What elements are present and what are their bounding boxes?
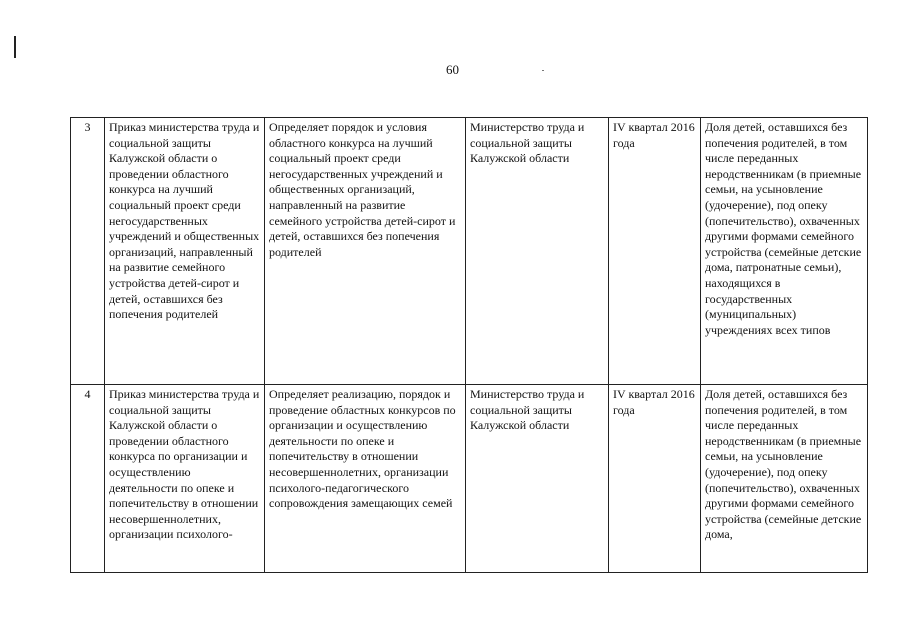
- description-cell: Определяет порядок и условия областного конкурса на лучший социальный проект среди негосударственных учреждений и общественных организаций, направленный на развитие семейного устройства детей-сирот и детей, оставшихся без попечения родителей: [265, 118, 466, 385]
- indicator-text: Доля детей, оставшихся без попечения родителей, в том числе переданных неродственникам (в приемные семьи, на усыновление (удочерение), под опеку (попечительство), охваченных другими формами семейного устройства (семейные детские дома,: [705, 387, 862, 542]
- table-row: [71, 118, 868, 385]
- document-text: Приказ министерства труда и социальной защиты Калужской области о проведении областного конкурса по организации и осуществлению деятельности по опеке и попечительству в отношении несовершеннолетних, организации психолого-: [109, 387, 260, 542]
- deadline-cell: IV квартал 2016 года: [609, 118, 701, 385]
- margin-mark: [14, 36, 16, 58]
- table-row: [71, 385, 868, 573]
- measures-table: [70, 117, 868, 573]
- row-number: 4: [71, 385, 105, 573]
- executor-cell: Министерство труда и социальной защиты Калужской области: [466, 385, 609, 573]
- document-cell: [105, 385, 265, 573]
- scan-speck: [542, 70, 544, 71]
- document-cell: Приказ министерства труда и социальной защиты Калужской области о проведении областного конкурса на лучший социальный проект среди негосударственных учреждений и общественных организаций, направленный на развитие семейного устройства детей-сирот и детей, оставшихся без попечения родителей: [105, 118, 265, 385]
- executor-cell: Министерство труда и социальной защиты Калужской области: [466, 118, 609, 385]
- deadline-cell: IV квартал 2016 года: [609, 385, 701, 573]
- indicator-cell: Доля детей, оставшихся без попечения родителей, в том числе переданных неродственникам (в приемные семьи, на усыновление (удочерение), под опеку (попечительство), охваченных другими формами семейного устройства (семейные детские дома, патронатные семьи), находящихся в государственных (муниципальных) учреждениях всех типов: [701, 118, 868, 385]
- page-number: 60: [446, 62, 459, 77]
- description-cell: Определяет реализацию, порядок и проведение областных конкурсов по организации и осуществлению деятельности по опеке и попечительству в отношении несовершеннолетних, организации психолого-педагогического сопровождения замещающих семей: [265, 385, 466, 573]
- indicator-cell: [701, 385, 868, 573]
- row-number: 3: [71, 118, 105, 385]
